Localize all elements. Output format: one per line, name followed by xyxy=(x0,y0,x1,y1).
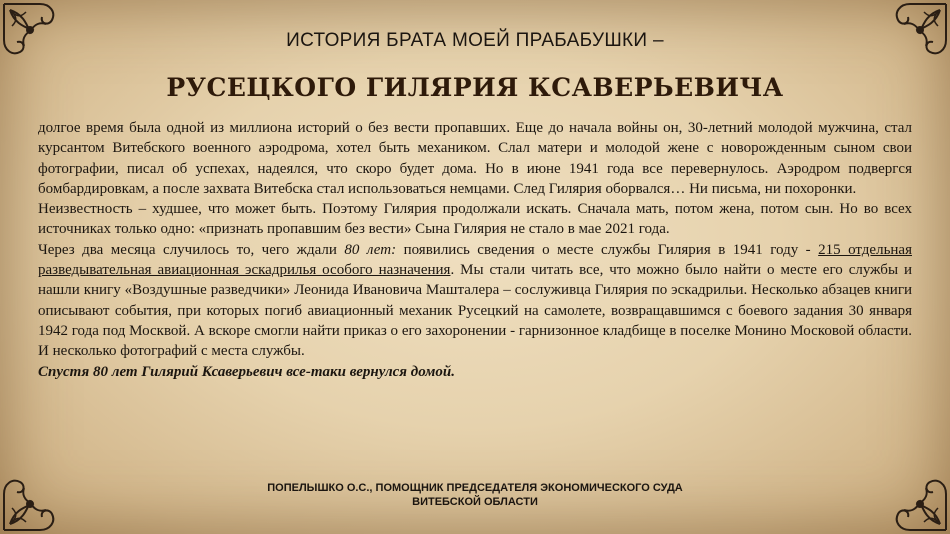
author-line-1: ПОПЕЛЫШКО О.С., ПОМОЩНИК ПРЕДСЕДАТЕЛЯ ЭКОНОМИЧЕСКОГО СУДА xyxy=(267,482,683,494)
paragraph-3-text-c: появились сведения о месте службы Гилярия в 1941 году - xyxy=(396,241,819,258)
story-text xyxy=(38,118,912,382)
page-title: РУСЕЦКОГО ГИЛЯРИЯ КСАВЕРЬЕВИЧА xyxy=(166,73,784,102)
squadron-name-underlined: 215 отдельная разведывательная авиационная эскадрилья особого назначения xyxy=(38,241,912,279)
page-subtitle: ИСТОРИЯ БРАТА МОЕЙ ПРАБАБУШКИ – xyxy=(286,30,664,51)
author-credit xyxy=(0,481,950,509)
paragraph-3-text-a: Через два месяца случилось то, чего ждали xyxy=(38,241,345,258)
paragraph-1: долгое время была одной из миллиона историй о без вести пропавших. Еще до начала войны он, 30-летний молодой мужчина, стал курсантом Витебского военного аэродрома, хотел быть механиком. Слал матери и молодой жене с новорожденным сыном свои фотографии, писал об успехах, надеялся, что скоро будет дома. Но в июне 1941 года все перевернулось. Аэродром подвергся бомбардировкам, а после захвата Витебска стал использоваться немцами. След Гилярия оборвался… Ни письма, ни похоронки. xyxy=(38,120,912,197)
paragraph-2: Неизвестность – худшее, что может быть. Поэтому Гилярия продолжали искать. Сначала мать, потом жена, потом сын. Но во всех источниках только одно: «признать пропавшим без вести» Сына Гилярия не стало в мае 2021 года. xyxy=(38,201,912,238)
paragraph-3-text-e: . Мы стали читать все, что можно было найти о месте его службы и нашли книгу «Воздушные разведчики» Леонида Ивановича Машталера – сослуживца Гилярия по эскадрильи. Несколько абзацев книги описывают события, при которых погиб авиационный механик Русецкий на самолете, возвращавшимся с боевого задания 30 января 1942 года под Москвой. А вскоре смогли найти приказ о его захоронении - гарнизонное кладбище в поселке Монино Московой области. И несколько фотографий с места службы. xyxy=(38,262,913,360)
closing-statement: Спустя 80 лет Гилярий Ксаверьевич все-таки вернулся домой. xyxy=(38,363,456,380)
emphasis-80-years: 80 лет: xyxy=(344,241,397,258)
paragraph-3 xyxy=(38,240,912,362)
author-line-2: ВИТЕБСКОЙ ОБЛАСТИ xyxy=(412,496,538,508)
